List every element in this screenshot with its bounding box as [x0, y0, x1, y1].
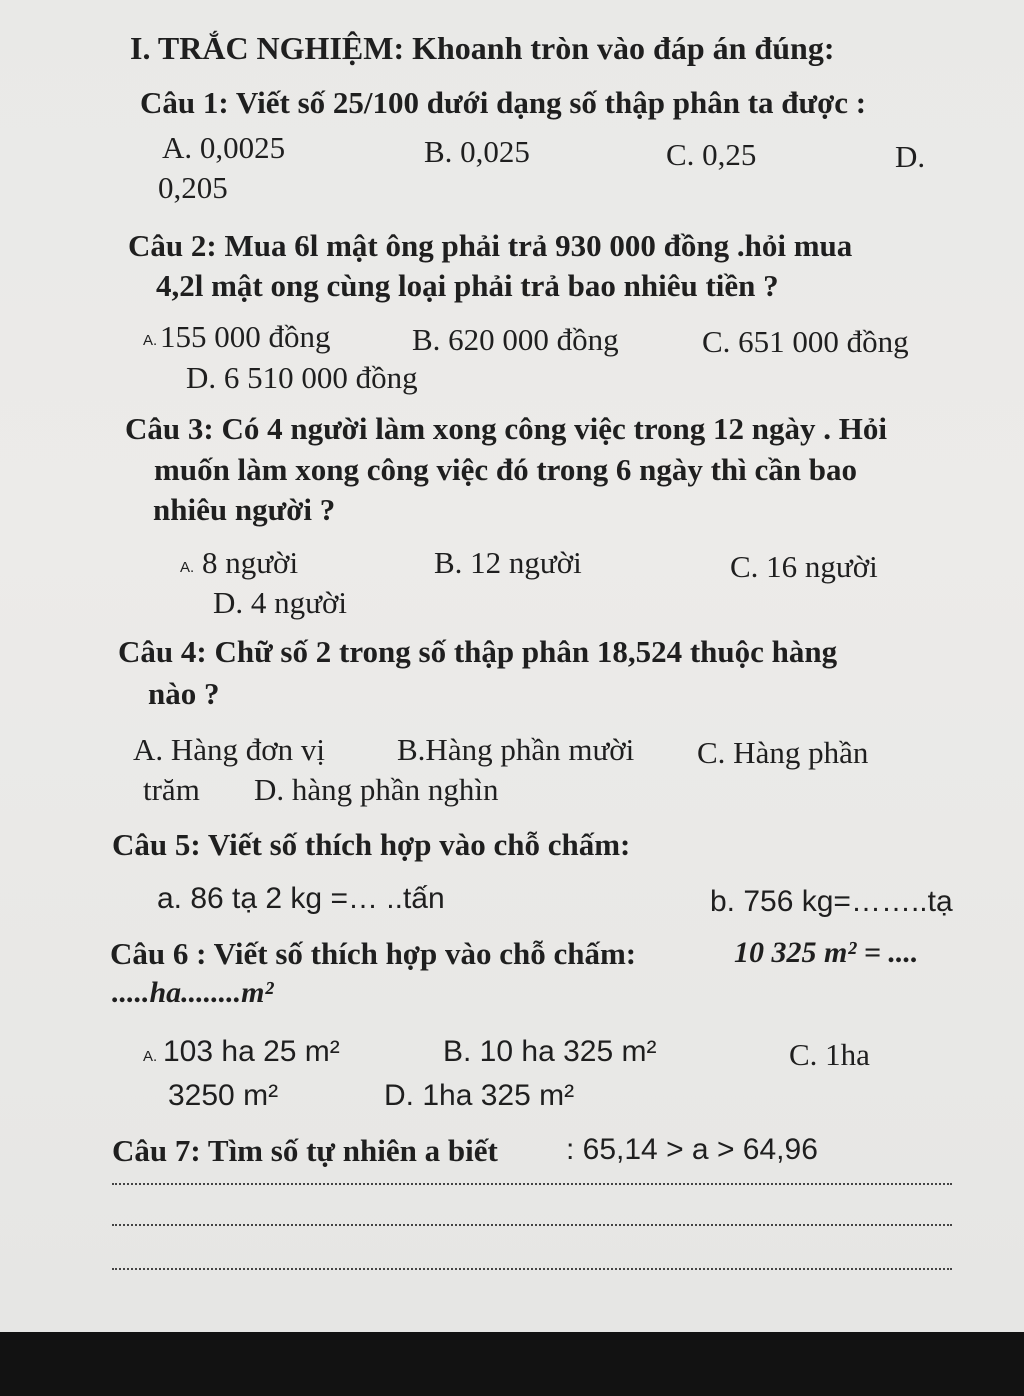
q3-option-d: D. 4 người	[213, 585, 347, 620]
q4-option-b: B.Hàng phần mười	[397, 732, 635, 767]
q2-option-b: B. 620 000 đồng	[412, 322, 619, 357]
q1-option-c: C. 0,25	[666, 137, 757, 172]
q6-option-b: B. 10 ha 325 m²	[443, 1035, 657, 1068]
q1-stem: Câu 1: Viết số 25/100 dưới dạng số thập phân ta được :	[140, 85, 867, 120]
q1-option-d-label: D.	[895, 139, 926, 174]
q3-option-c: C. 16 người	[730, 549, 878, 584]
q5-part-a: a. 86 tạ 2 kg =… ..tấn	[157, 882, 445, 915]
answer-line	[112, 1224, 952, 1226]
q6-option-c-line2: 3250 m²	[168, 1079, 279, 1112]
q6-option-c-line1: C. 1ha	[789, 1037, 870, 1072]
q5-part-b: b. 756 kg=……..tạ	[710, 885, 953, 918]
q1-option-d-value: 0,205	[158, 170, 228, 205]
answer-line	[112, 1183, 952, 1185]
q2-stem-line2: 4,2l mật ong cùng loại phải trả bao nhiêu tiền ?	[156, 268, 779, 303]
q3-option-a: 8 người	[202, 545, 299, 580]
q1-option-a: A. 0,0025	[162, 130, 286, 165]
q4-stem-line2: nào ?	[148, 676, 220, 711]
q3-option-a-label: A.	[180, 559, 195, 576]
bottom-frame	[0, 1332, 1024, 1396]
q2-stem-line1: Câu 2: Mua 6l mật ông phải trả 930 000 đồng .hỏi mua	[128, 228, 853, 263]
q2-option-a-label: A.	[143, 332, 158, 349]
q6-stem: Câu 6 : Viết số thích hợp vào chỗ chấm:	[110, 936, 637, 971]
q3-stem-line1: Câu 3: Có 4 người làm xong công việc trong 12 ngày . Hỏi	[125, 411, 887, 446]
q5-stem: Câu 5: Viết số thích hợp vào chỗ chấm:	[112, 827, 631, 862]
q6-expression-line2: .....ha........m²	[112, 976, 274, 1009]
q4-option-c-line2: trăm	[143, 772, 200, 807]
q2-option-c: C. 651 000 đồng	[702, 324, 909, 359]
q4-option-a: A. Hàng đơn vị	[133, 732, 326, 767]
q6-option-a: 103 ha 25 m²	[163, 1035, 340, 1068]
q4-stem-line1: Câu 4: Chữ số 2 trong số thập phân 18,524 thuộc hàng	[118, 634, 838, 669]
q4-option-c-line1: C. Hàng phần	[697, 735, 869, 770]
q7-expression: : 65,14 > a > 64,96	[566, 1133, 818, 1166]
q6-option-a-label: A.	[143, 1048, 158, 1065]
q6-option-d: D. 1ha 325 m²	[384, 1079, 575, 1112]
q7-stem: Câu 7: Tìm số tự nhiên a biết	[112, 1133, 498, 1168]
q1-option-b: B. 0,025	[424, 134, 530, 169]
q3-stem-line2: muốn làm xong công việc đó trong 6 ngày thì cần bao	[154, 452, 858, 487]
section-title: I. TRẮC NGHIỆM: Khoanh tròn vào đáp án đúng:	[130, 30, 835, 66]
q6-expression-line1: 10 325 m² = ....	[734, 936, 919, 969]
q4-option-d: D. hàng phần nghìn	[254, 772, 499, 807]
q3-stem-line3: nhiêu người ?	[153, 492, 336, 527]
q2-option-d: D. 6 510 000 đồng	[186, 360, 418, 395]
q2-option-a: 155 000 đồng	[160, 319, 331, 354]
q3-option-b: B. 12 người	[434, 545, 582, 580]
answer-line	[112, 1268, 952, 1270]
